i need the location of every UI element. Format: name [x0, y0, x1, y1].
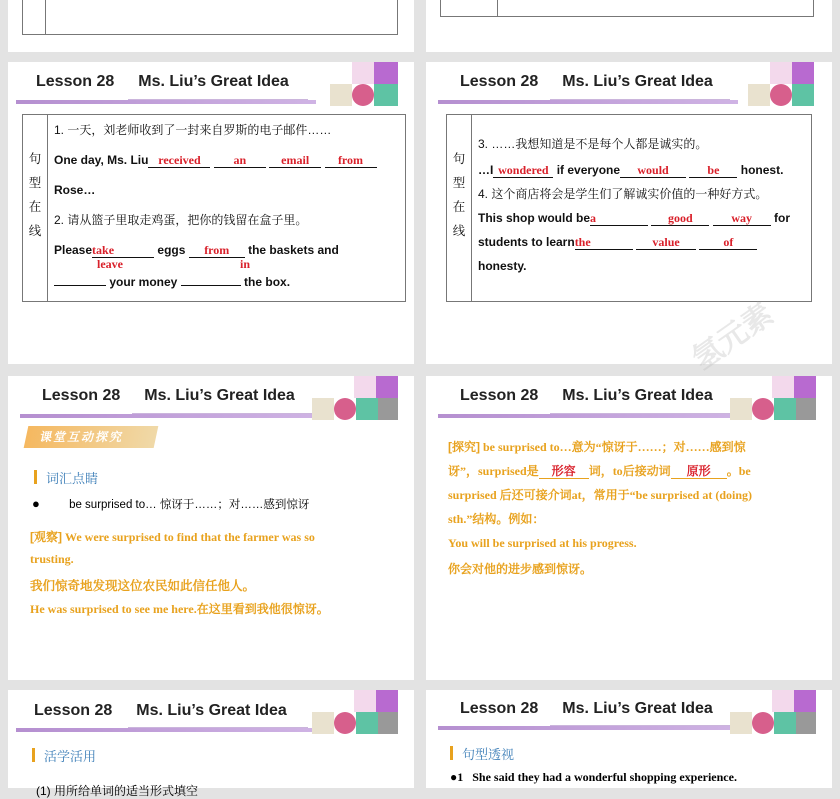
vocab-bullet: ● be surprised to… 惊讶于……；对……感到惊讶 [32, 496, 310, 511]
section-heading: 词汇点睛 [46, 468, 98, 487]
sentence-1-en: One day, Ms. Liu received an email from [54, 149, 399, 171]
title-underline [438, 414, 738, 418]
observe-line: [观察] We were surprised to find that the farmer was so [30, 530, 315, 544]
observe-translation: 我们惊奇地发现这位农民如此信任他人。 [30, 579, 256, 593]
slide-title: Lesson 28 Ms. Liu’s Great Idea [460, 73, 713, 90]
side-label: 句 型 在 线 [447, 115, 472, 302]
answer-blank: from [325, 153, 377, 168]
decor-photo-collage [308, 376, 398, 424]
slide-title: Lesson 28 Ms. Liu’s Great Idea [36, 73, 289, 90]
section-badge: 课堂互动探究 [24, 426, 159, 448]
answer-blank: 原形 [671, 464, 727, 479]
decor-photo-collage [746, 62, 836, 110]
sentence-content [472, 115, 812, 302]
example-cn: 你会对他的进步感到惊讶。 [448, 562, 593, 576]
explore-line: surprised 后还可接介词at，常用于“be surprised at (doing) [448, 488, 753, 502]
exercise-line: (1) 用所给单词的适当形式填空 [36, 784, 199, 798]
pattern-sentence: ●1 She said they had a wonderful shopping experience. [450, 770, 737, 784]
sentence-1-cn: 1. 一天，刘老师收到了一封来自罗斯的电子邮件…… [54, 123, 332, 137]
sentence-table [446, 114, 812, 302]
answer-under: leave [97, 257, 123, 271]
sentence-table [22, 114, 406, 302]
title-underline [438, 726, 738, 730]
explore-line: 讶”，surprised是 形容 词，to后接动词 原形 。be [448, 464, 751, 478]
sentence-2-cn: 2. 请从篮子里取走鸡蛋，把你的钱留在盒子里。 [54, 213, 308, 227]
sentence-4-cn: 4. 这个商店将会是学生们了解诚实价值的一种好方式。 [478, 187, 768, 201]
answer-blank: email [269, 153, 321, 168]
partial-table [22, 0, 398, 35]
answer-under: in [240, 257, 251, 271]
slide-title: Lesson 28 Ms. Liu’s Great Idea [460, 387, 713, 404]
answer-blank: would [620, 163, 686, 178]
sentence-1-en-cont: Rose… [54, 183, 96, 197]
answer-blank: value [636, 235, 696, 250]
sentence-4-en-cont: students to learnthe value of [478, 231, 805, 253]
example-en: You will be surprised at his progress. [448, 536, 637, 550]
slide-pattern [426, 690, 832, 788]
answer-blank: an [214, 153, 266, 168]
answer-blank: way [713, 211, 771, 226]
answer-blank: be [689, 163, 737, 178]
sentence-4-en-end: honesty. [478, 259, 527, 273]
slide-top-left [8, 0, 414, 52]
title-underline [16, 728, 316, 732]
watermark: 氢元素 [686, 297, 780, 377]
slide-vocab [8, 376, 414, 680]
observe-line: He was surprised to see me here.在这里看到我他很惊讶。 [30, 602, 329, 616]
explore-line: [探究] be surprised to…意为“惊讶于……；对……感到惊 [448, 440, 746, 454]
slide-practice [8, 690, 414, 798]
slide-explore [426, 376, 832, 680]
section-heading: 活学活用 [44, 746, 96, 765]
title-underline [16, 100, 316, 104]
answer-blank: from [189, 243, 245, 258]
decor-photo-collage [308, 690, 398, 738]
sentence-2-en-cont: your money the box. [54, 271, 399, 293]
answer-blank: wondered [493, 163, 553, 178]
partial-table [440, 0, 814, 17]
observe-line: trusting. [30, 552, 74, 566]
explore-line: sth.”结构。例如： [448, 512, 545, 526]
sentence-2-en: Pleasetake eggs from the baskets and leave in [54, 239, 399, 261]
decor-photo-collage [726, 690, 816, 738]
answer-blank: good [651, 211, 709, 226]
title-underline [20, 414, 320, 418]
slide-sentence-a [8, 62, 414, 364]
title-underline [438, 100, 738, 104]
decor-photo-collage [312, 62, 402, 110]
answer-blank: the [575, 235, 633, 250]
slide-title: Lesson 28 Ms. Liu’s Great Idea [42, 387, 295, 404]
decor-photo-collage [726, 376, 816, 424]
bullet-dot: ● [32, 496, 40, 511]
sentence-3-cn: 3. ……我想知道是不是每个人都是诚实的。 [478, 137, 708, 151]
sentence-4-en: This shop would bea good way for [478, 211, 791, 225]
sentence-3-en: …I wondered if everyone would be honest. [478, 163, 784, 177]
side-label: 句 型 在 线 [23, 115, 48, 302]
answer-blank: 形容 [539, 464, 589, 479]
slide-title: Lesson 28 Ms. Liu’s Great Idea [34, 702, 287, 719]
answer-blank: of [699, 235, 757, 250]
section-heading: 句型透视 [462, 744, 514, 763]
slide-sentence-b [426, 62, 832, 377]
answer-blank: take [92, 243, 154, 258]
slide-top-right [426, 0, 832, 52]
slide-title: Lesson 28 Ms. Liu’s Great Idea [460, 700, 713, 717]
answer-blank: received [148, 153, 210, 168]
sentence-content [48, 115, 406, 302]
answer-blank: a [590, 211, 648, 226]
